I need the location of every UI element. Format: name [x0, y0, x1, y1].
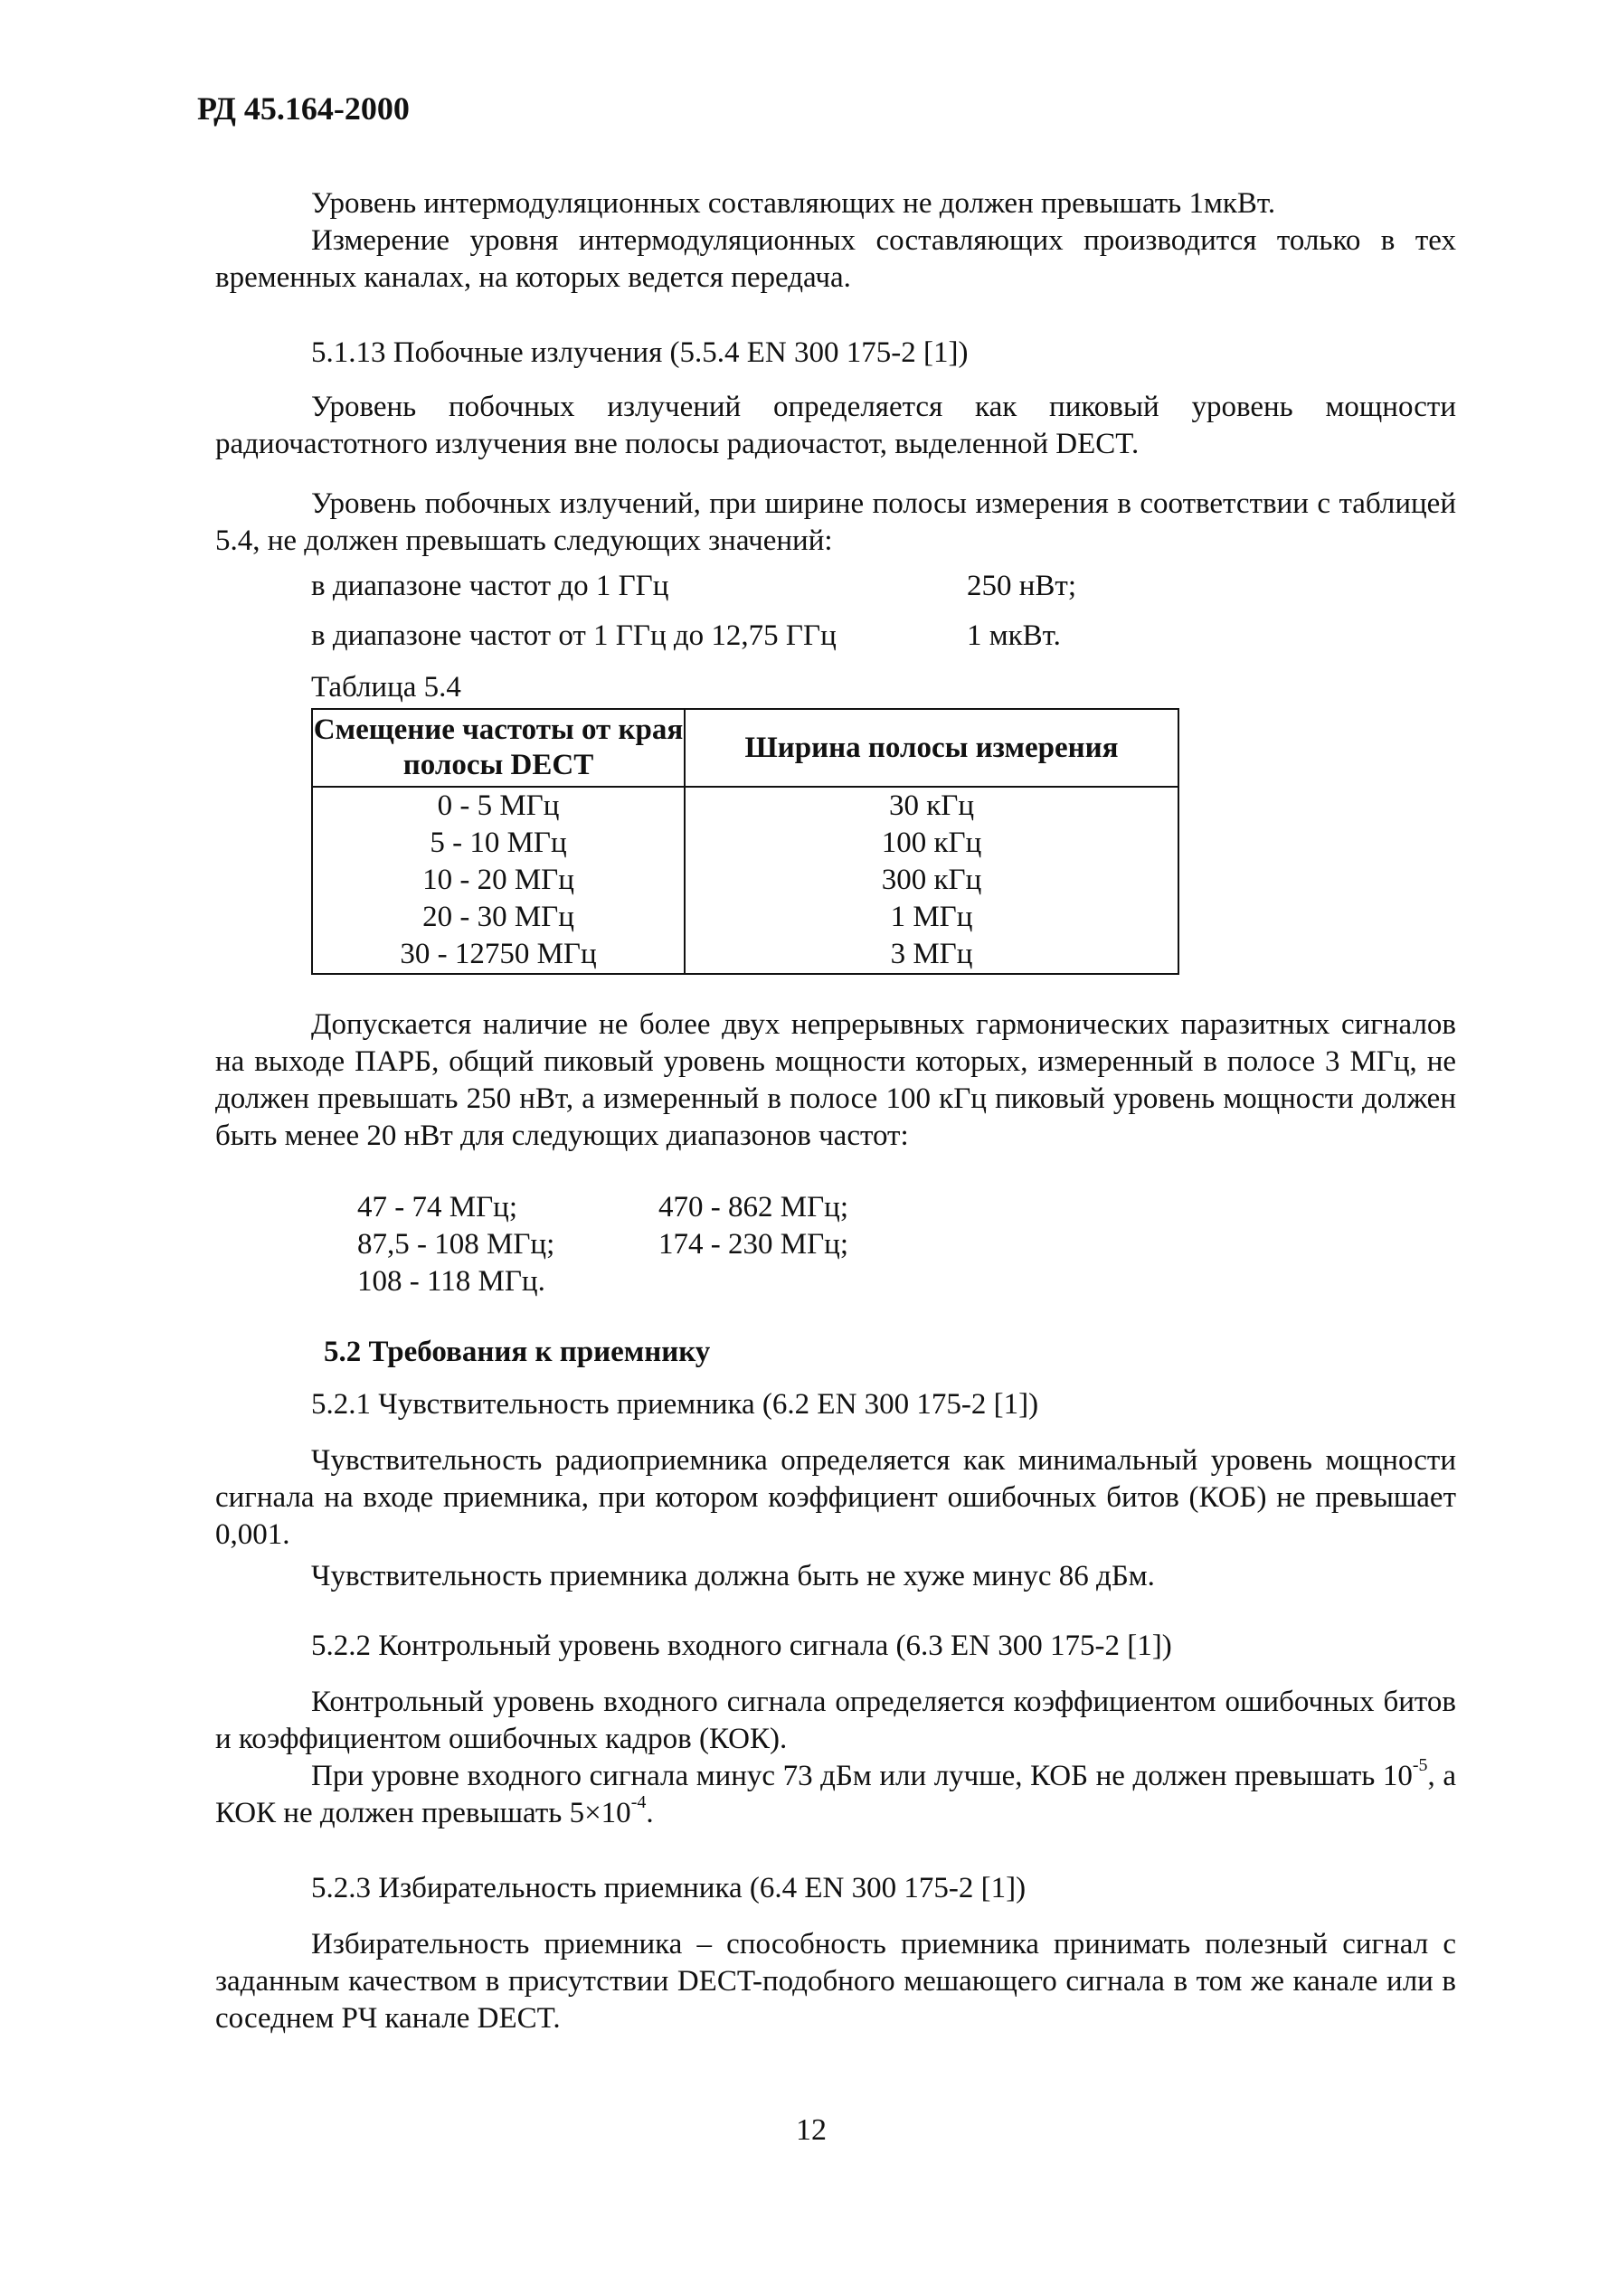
- paragraph-intermod-measure: Измерение уровня интермодуляционных составляющих производится только в тех временных каналах, на которых ведется передача.: [215, 224, 1456, 294]
- paragraph-spurious-definition: Уровень побочных излучений определяется как пиковый уровень мощности радиочастотного излучения вне полосы радиочастот, выделенной DECT.: [215, 391, 1456, 460]
- table-5-4: [311, 708, 1179, 975]
- table-header-bandwidth: Ширина полосы измерения: [685, 709, 1178, 787]
- exponent: -4: [630, 1792, 647, 1812]
- table-cell-offset: 10 - 20 МГц: [312, 862, 685, 899]
- paragraph-harmonic-signals: Допускается наличие не более двух непрерывных гармонических паразитных сигналов на выходе ПАРБ, общий пиковый уровень мощности которых, измеренный в полосе 3 МГц, не должен превышать 250 нВт, а измеренный в полосе 100 кГц пиковый уровень мощности должен быть менее 20 нВт для следующих диапазонов частот:: [215, 1008, 1456, 1152]
- table-cell-offset: 20 - 30 МГц: [312, 899, 685, 936]
- table-cell-offset: 30 - 12750 МГц: [312, 936, 685, 974]
- paragraph-sensitivity-definition: Чувствительность радиоприемника определяется как минимальный уровень мощности сигнала на входе приемника, при котором коэффициент ошибочных битов (КОБ) не превышает 0,001.: [215, 1444, 1456, 1551]
- section-heading-5-2-3: 5.2.3 Избирательность приемника (6.4 EN 300 175-2 [1]): [311, 1872, 1027, 1904]
- section-heading-5-1-13: 5.1.13 Побочные излучения (5.5.4 EN 300 175-2 [1]): [311, 336, 969, 369]
- table-header-offset: Смещение частоты от края полосы DECT: [312, 709, 685, 787]
- table-row: [312, 899, 1178, 936]
- paragraph-reference-level: Контрольный уровень входного сигнала определяется коэффициентом ошибочных битов и коэффициентом ошибочных кадров (КОК).: [215, 1686, 1456, 1755]
- limit-row: [311, 618, 1143, 655]
- limit-value: 1 мкВт.: [967, 619, 1061, 652]
- table-row: [312, 936, 1178, 974]
- frequency-range: 47 - 74 МГц;: [357, 1191, 517, 1224]
- table-cell-offset: 5 - 10 МГц: [312, 825, 685, 862]
- table-cell-bandwidth: 100 кГц: [685, 825, 1178, 862]
- paragraph-spurious-limits: Уровень побочных излучений, при ширине полосы измерения в соответствии с таблицей 5.4, не должен превышать следующих значений:: [215, 487, 1456, 557]
- frequency-range: 174 - 230 МГц;: [658, 1228, 848, 1261]
- table-row: [312, 825, 1178, 862]
- table-cell-bandwidth: 3 МГц: [685, 936, 1178, 974]
- exponent: -5: [1412, 1755, 1428, 1775]
- table-cell-bandwidth: 300 кГц: [685, 862, 1178, 899]
- section-heading-5-2-2: 5.2.2 Контрольный уровень входного сигнала (6.3 EN 300 175-2 [1]): [311, 1630, 1172, 1662]
- table-header-row: [312, 709, 1178, 787]
- paragraph-intermod-level: Уровень интермодуляционных составляющих не должен превышать 1мкВт.: [311, 187, 1276, 220]
- limit-value: 250 нВт;: [967, 570, 1077, 602]
- limit-label: в диапазоне частот до 1 ГГц: [311, 570, 669, 602]
- table-row: [312, 862, 1178, 899]
- document-header: РД 45.164-2000: [197, 90, 410, 127]
- table-row: [312, 787, 1178, 825]
- limit-row: [311, 568, 1143, 605]
- paragraph-text: .: [646, 1797, 654, 1829]
- paragraph-sensitivity-limit: Чувствительность приемника должна быть не хуже минус 86 дБм.: [311, 1560, 1155, 1592]
- section-heading-5-2: 5.2 Требования к приемнику: [324, 1336, 711, 1368]
- paragraph-text: , а КОК не должен превышать 5×10: [215, 1760, 1456, 1829]
- limit-label: в диапазоне частот от 1 ГГц до 12,75 ГГц: [311, 619, 837, 652]
- table-caption: Таблица 5.4: [311, 671, 461, 704]
- paragraph-text: При уровне входного сигнала минус 73 дБм или лучше, КОБ не должен превышать 10: [311, 1760, 1413, 1792]
- frequency-range: 470 - 862 МГц;: [658, 1191, 848, 1224]
- table-cell-offset: 0 - 5 МГц: [312, 787, 685, 825]
- frequency-range: 87,5 - 108 МГц;: [357, 1228, 555, 1261]
- frequency-range: 108 - 118 МГц.: [357, 1265, 545, 1298]
- table-cell-bandwidth: 1 МГц: [685, 899, 1178, 936]
- page-number: 12: [796, 2113, 827, 2147]
- paragraph-ber-fer-limits: [215, 1755, 1456, 1832]
- table-cell-bandwidth: 30 кГц: [685, 787, 1178, 825]
- section-heading-5-2-1: 5.2.1 Чувствительность приемника (6.2 EN 300 175-2 [1]): [311, 1388, 1039, 1421]
- paragraph-selectivity: Избирательность приемника – способность приемника принимать полезный сигнал с заданным качеством в присутствии DECT-подобного мешающего сигнала в том же канале или в соседнем РЧ канале DECT.: [215, 1928, 1456, 2035]
